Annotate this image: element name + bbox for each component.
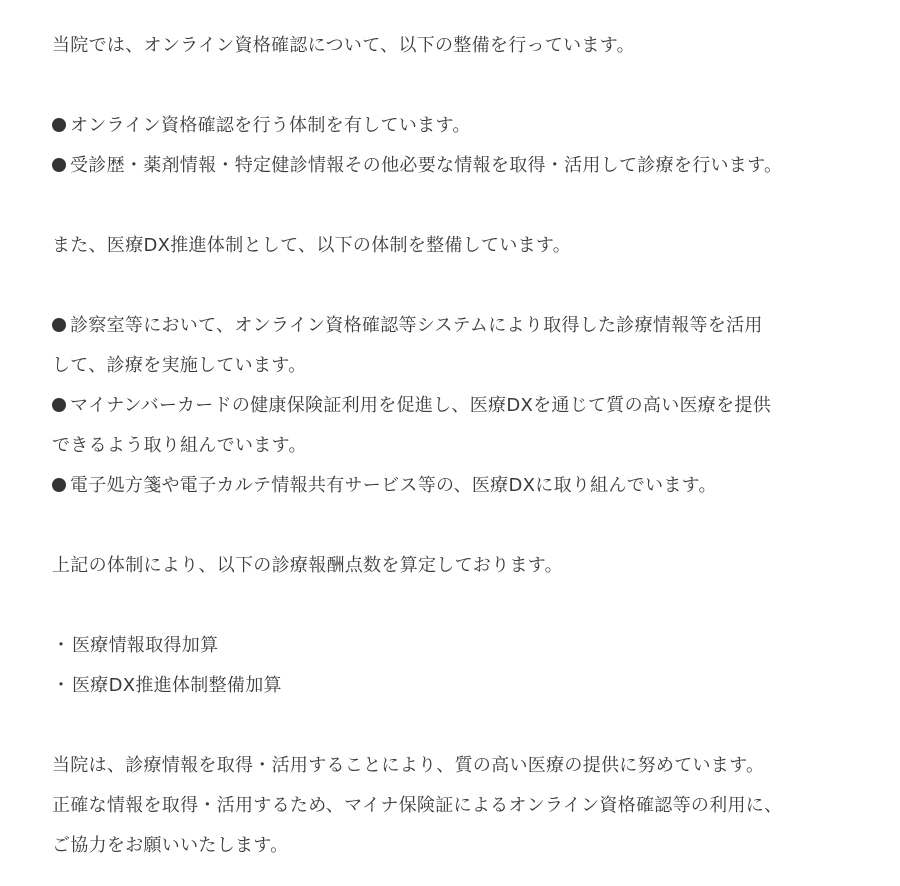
bullet-item [52,106,892,146]
bullet-item-text: 受診歴・薬剤情報・特定健診情報その他必要な情報を取得・活用して診療を行います。 [70,155,783,176]
bullet-item-text: マイナンバーカードの健康保険証利用を促進し、医療DXを通じて質の高い医療を提供 [70,395,772,416]
bullet-item [52,386,892,426]
bullet-item-continuation: して、診療を実施しています。 [52,355,307,376]
bullet-dot-icon [52,106,70,146]
bullet-item-continuation: できるよう取り組んでいます。 [52,435,307,456]
closing-text: 当院は、診療情報を取得・活用することにより、質の高い医療の提供に努めています。 [52,755,765,776]
spacer [52,66,892,106]
spacer [52,586,892,626]
intro-text: 当院では、オンライン資格確認について、以下の整備を行っています。 [52,35,635,56]
bullet-dot-icon [52,466,70,506]
closing-text: ご協力をお願いいたします。 [52,835,289,856]
fee-intro-text: 上記の体制により、以下の診療報酬点数を算定しております。 [52,555,563,576]
bullet-dot-icon [52,386,70,426]
spacer [52,706,892,746]
spacer [52,266,892,306]
fee-item [52,666,892,706]
middle-dot-icon: ・ [52,675,71,696]
bullet-dot-icon [52,146,70,186]
spacer [52,506,892,546]
fee-item-text: 医療情報取得加算 [72,635,219,656]
bullet-item [52,466,892,506]
bullet-item-text: オンライン資格確認を行う体制を有しています。 [70,115,471,136]
bullet-dot-icon [52,306,70,346]
middle-dot-icon: ・ [52,635,71,656]
fee-item-text: 医療DX推進体制整備加算 [72,675,282,696]
closing-text: 正確な情報を取得・活用するため、マイナ保険証によるオンライン資格確認等の利用に、 [52,795,783,816]
dx-intro-text: また、医療DX推進体制として、以下の体制を整備しています。 [52,235,572,256]
bullet-item [52,306,892,346]
notice-document [52,26,892,866]
bullet-item-text: 診察室等において、オンライン資格確認等システムにより取得した診療情報等を活用 [70,315,763,336]
bullet-item-text: 電子処方箋や電子カルテ情報共有サービス等の、医療DXに取り組んでいます。 [70,475,717,496]
fee-item [52,626,892,666]
spacer [52,186,892,226]
bullet-item [52,146,892,186]
